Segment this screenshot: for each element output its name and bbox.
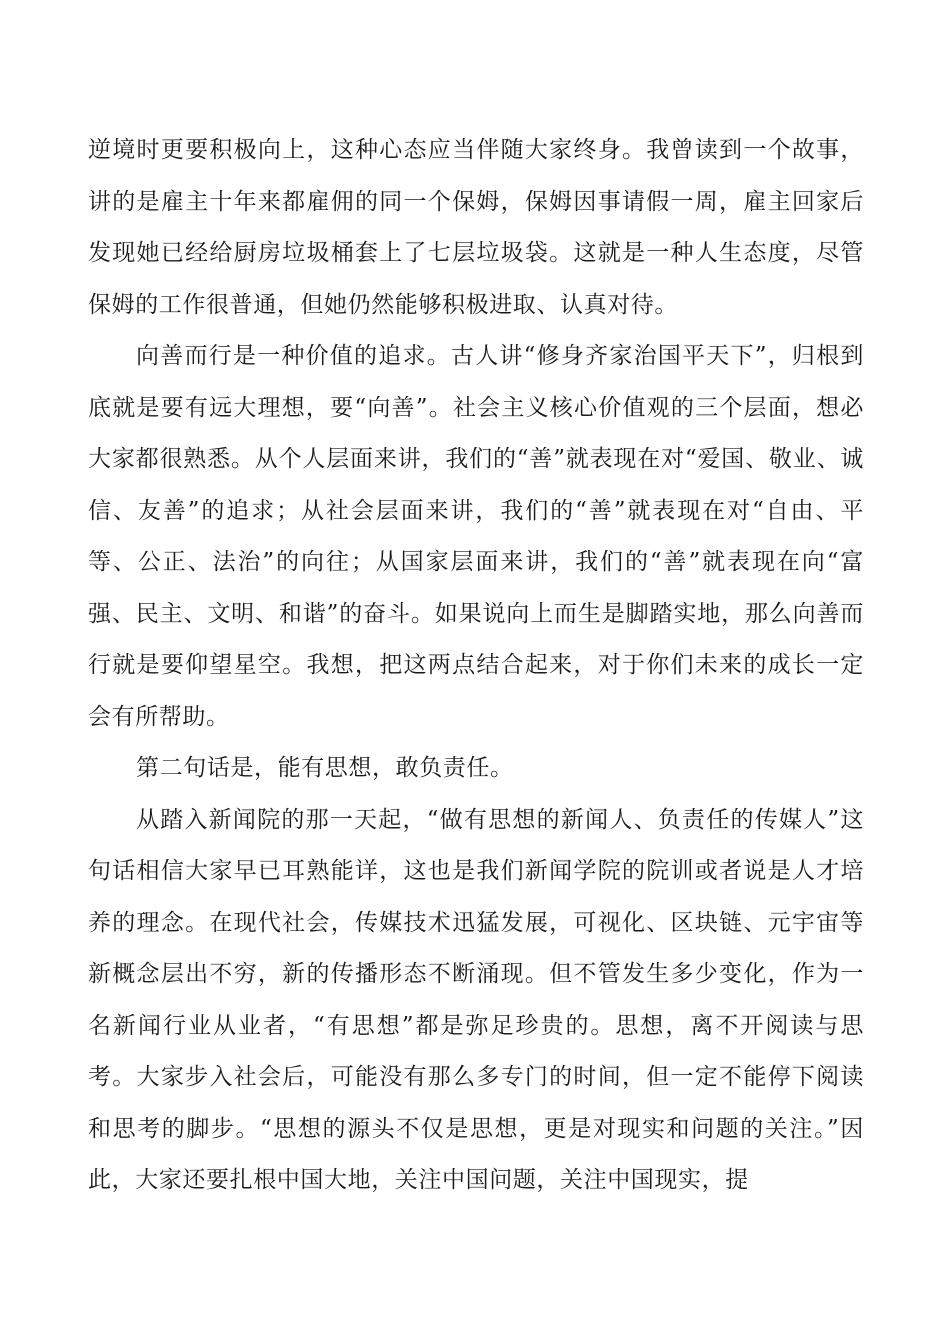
- paragraph-second-point-heading: 第二句话是，能有思想，敢负责任。: [136, 755, 514, 781]
- paragraph-continued: 逆境时更要积极向上，这种心态应当伴随大家终身。我曾读到一个故事，讲的是雇主十年来都雇佣的同一个保姆，保姆因事请假一周，雇主回家后发现她已经给厨房垃圾桶套上了七层垃圾袋。这就是一种人生态度，尽管保姆的工作很普通，但她仍然能够积极进取、认真对待。: [88, 137, 864, 318]
- document-body: [88, 125, 864, 1207]
- paragraph-thought-and-responsibility: 从踏入新闻院的那一天起，“做有思想的新闻人、负责任的传媒人”这句话相信大家早已耳熟能详，这也是我们新闻学院的院训或者说是人才培养的理念。在现代社会，传媒技术迅猛发展，可视化、区块链、元宇宙等新概念层出不穷，新的传播形态不断涌现。但不管发生多少变化，作为一名新闻行业从业者，“有思想”都是弥足珍贵的。思想，离不开阅读与思考。大家步入社会后，可能没有那么多专门的时间，但一定不能停下阅读和思考的脚步。“思想的源头不仅是思想，更是对现实和问题的关注。”因此，大家还要扎根中国大地，关注中国问题，关注中国现实，提: [88, 806, 864, 1193]
- paragraph-pursuit-of-goodness: 向善而行是一种价值的追求。古人讲“修身齐家治国平天下”，归根到底就是要有远大理想，要“向善”。社会主义核心价值观的三个层面，想必大家都很熟悉。从个人层面来讲，我们的“善”就表现在对“爱国、敬业、诚信、友善”的追求；从社会层面来讲，我们的“善”就表现在对“自由、平等、公正、法治”的向往；从国家层面来讲，我们的“善”就表现在向“富强、民主、文明、和谐”的奋斗。如果说向上而生是脚踏实地，那么向善而行就是要仰望星空。我想，把这两点结合起来，对于你们未来的成长一定会有所帮助。: [88, 343, 864, 730]
